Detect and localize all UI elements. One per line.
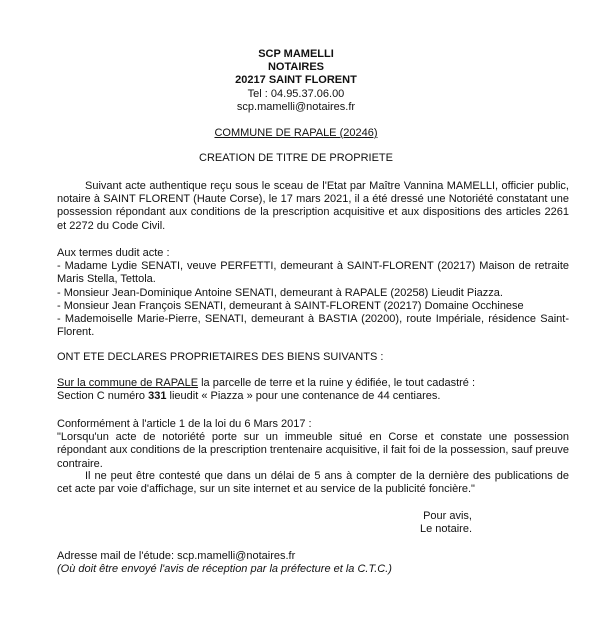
intro-paragraph: Suivant acte authentique reçu sous le sceau de l'Etat par Maître Vannina MAMELLI, officier public, notaire à SAINT FLORENT (Haute Corse), le 17 mars 2021, il a été dressé une Notoriété constatant une possession répondant aux conditions de la prescription acquisitive et aux dispositions des articles 2261 et 2272 du Code Civil. (57, 180, 569, 232)
commune-title: COMMUNE DE RAPALE (20246) (214, 127, 378, 139)
terms-heading: Aux termes dudit acte : (57, 247, 170, 259)
person-item: - Mademoiselle Marie-Pierre, SENATI, demeurant à BASTIA (20200), route Impériale, résidence Saint-Florent. (57, 313, 569, 339)
firm-name: SCP MAMELLI (258, 48, 334, 60)
law-reference: Conformément à l'article 1 de la loi du 6 Mars 2017 : (57, 418, 312, 430)
firm-phone: Tel : 04.95.37.06.00 (247, 87, 345, 100)
property-section (57, 377, 569, 403)
firm-title: NOTAIRES (267, 61, 325, 74)
footer-section (57, 550, 569, 576)
signature-line-1: Pour avis, (423, 510, 472, 522)
section-suffix: lieudit « Piazza » pour une contenance de 44 centiares. (166, 390, 441, 403)
signature-block (0, 510, 472, 536)
creation-title: CREATION DE TITRE DE PROPRIETE (199, 152, 393, 164)
person-item: - Monsieur Jean-Dominique Antoine SENATI, demeurant à RAPALE (20258) Lieudit Piazza. (57, 286, 503, 299)
contest-paragraph: Il ne peut être contesté que dans un délai de 5 ans à compter de la dernière des publications de cet acte par voie d'affichage, sur un site internet et au service de la publicité foncière." (57, 470, 569, 496)
firm-city: 20217 SAINT FLORENT (235, 74, 357, 87)
property-line-2 (57, 390, 569, 403)
footer-note: (Où doit être envoyé l'avis de réception par la préfecture et la C.T.C.) (57, 563, 392, 576)
section-prefix: Section C numéro (57, 390, 149, 403)
declared-heading: ONT ETE DECLARES PROPRIETAIRES DES BIENS SUIVANTS : (57, 351, 384, 363)
parcel-number: 331 (148, 390, 167, 403)
person-item: - Monsieur Jean François SENATI, demeurant à SAINT-FLORENT (20217) Domaine Occhinese (57, 299, 524, 312)
footer-mail: Adresse mail de l'étude: scp.mamelli@notaires.fr (57, 550, 296, 562)
property-description: la parcelle de terre et la ruine y édifiée, le tout cadastré : (198, 377, 476, 389)
law-quote: "Lorsqu'un acte de notoriété porte sur un immeuble situé en Corse et constate une possession répondant aux conditions de la prescription trentenaire acquisitive, il fait foi de la possession, sauf preuve contraire. (57, 431, 569, 470)
terms-section (57, 247, 569, 339)
firm-email: scp.mamelli@notaires.fr (236, 100, 356, 113)
law-section (57, 418, 569, 471)
commune-link: Sur la commune de RAPALE (57, 377, 199, 389)
notary-header (0, 48, 592, 114)
signature-line-2: Le notaire. (420, 523, 472, 536)
person-item: - Madame Lydie SENATI, veuve PERFETTI, demeurant à SAINT-FLORENT (20217) Maison de retraite Maris Stella, Tettola. (57, 260, 569, 286)
property-line-1 (57, 377, 569, 390)
